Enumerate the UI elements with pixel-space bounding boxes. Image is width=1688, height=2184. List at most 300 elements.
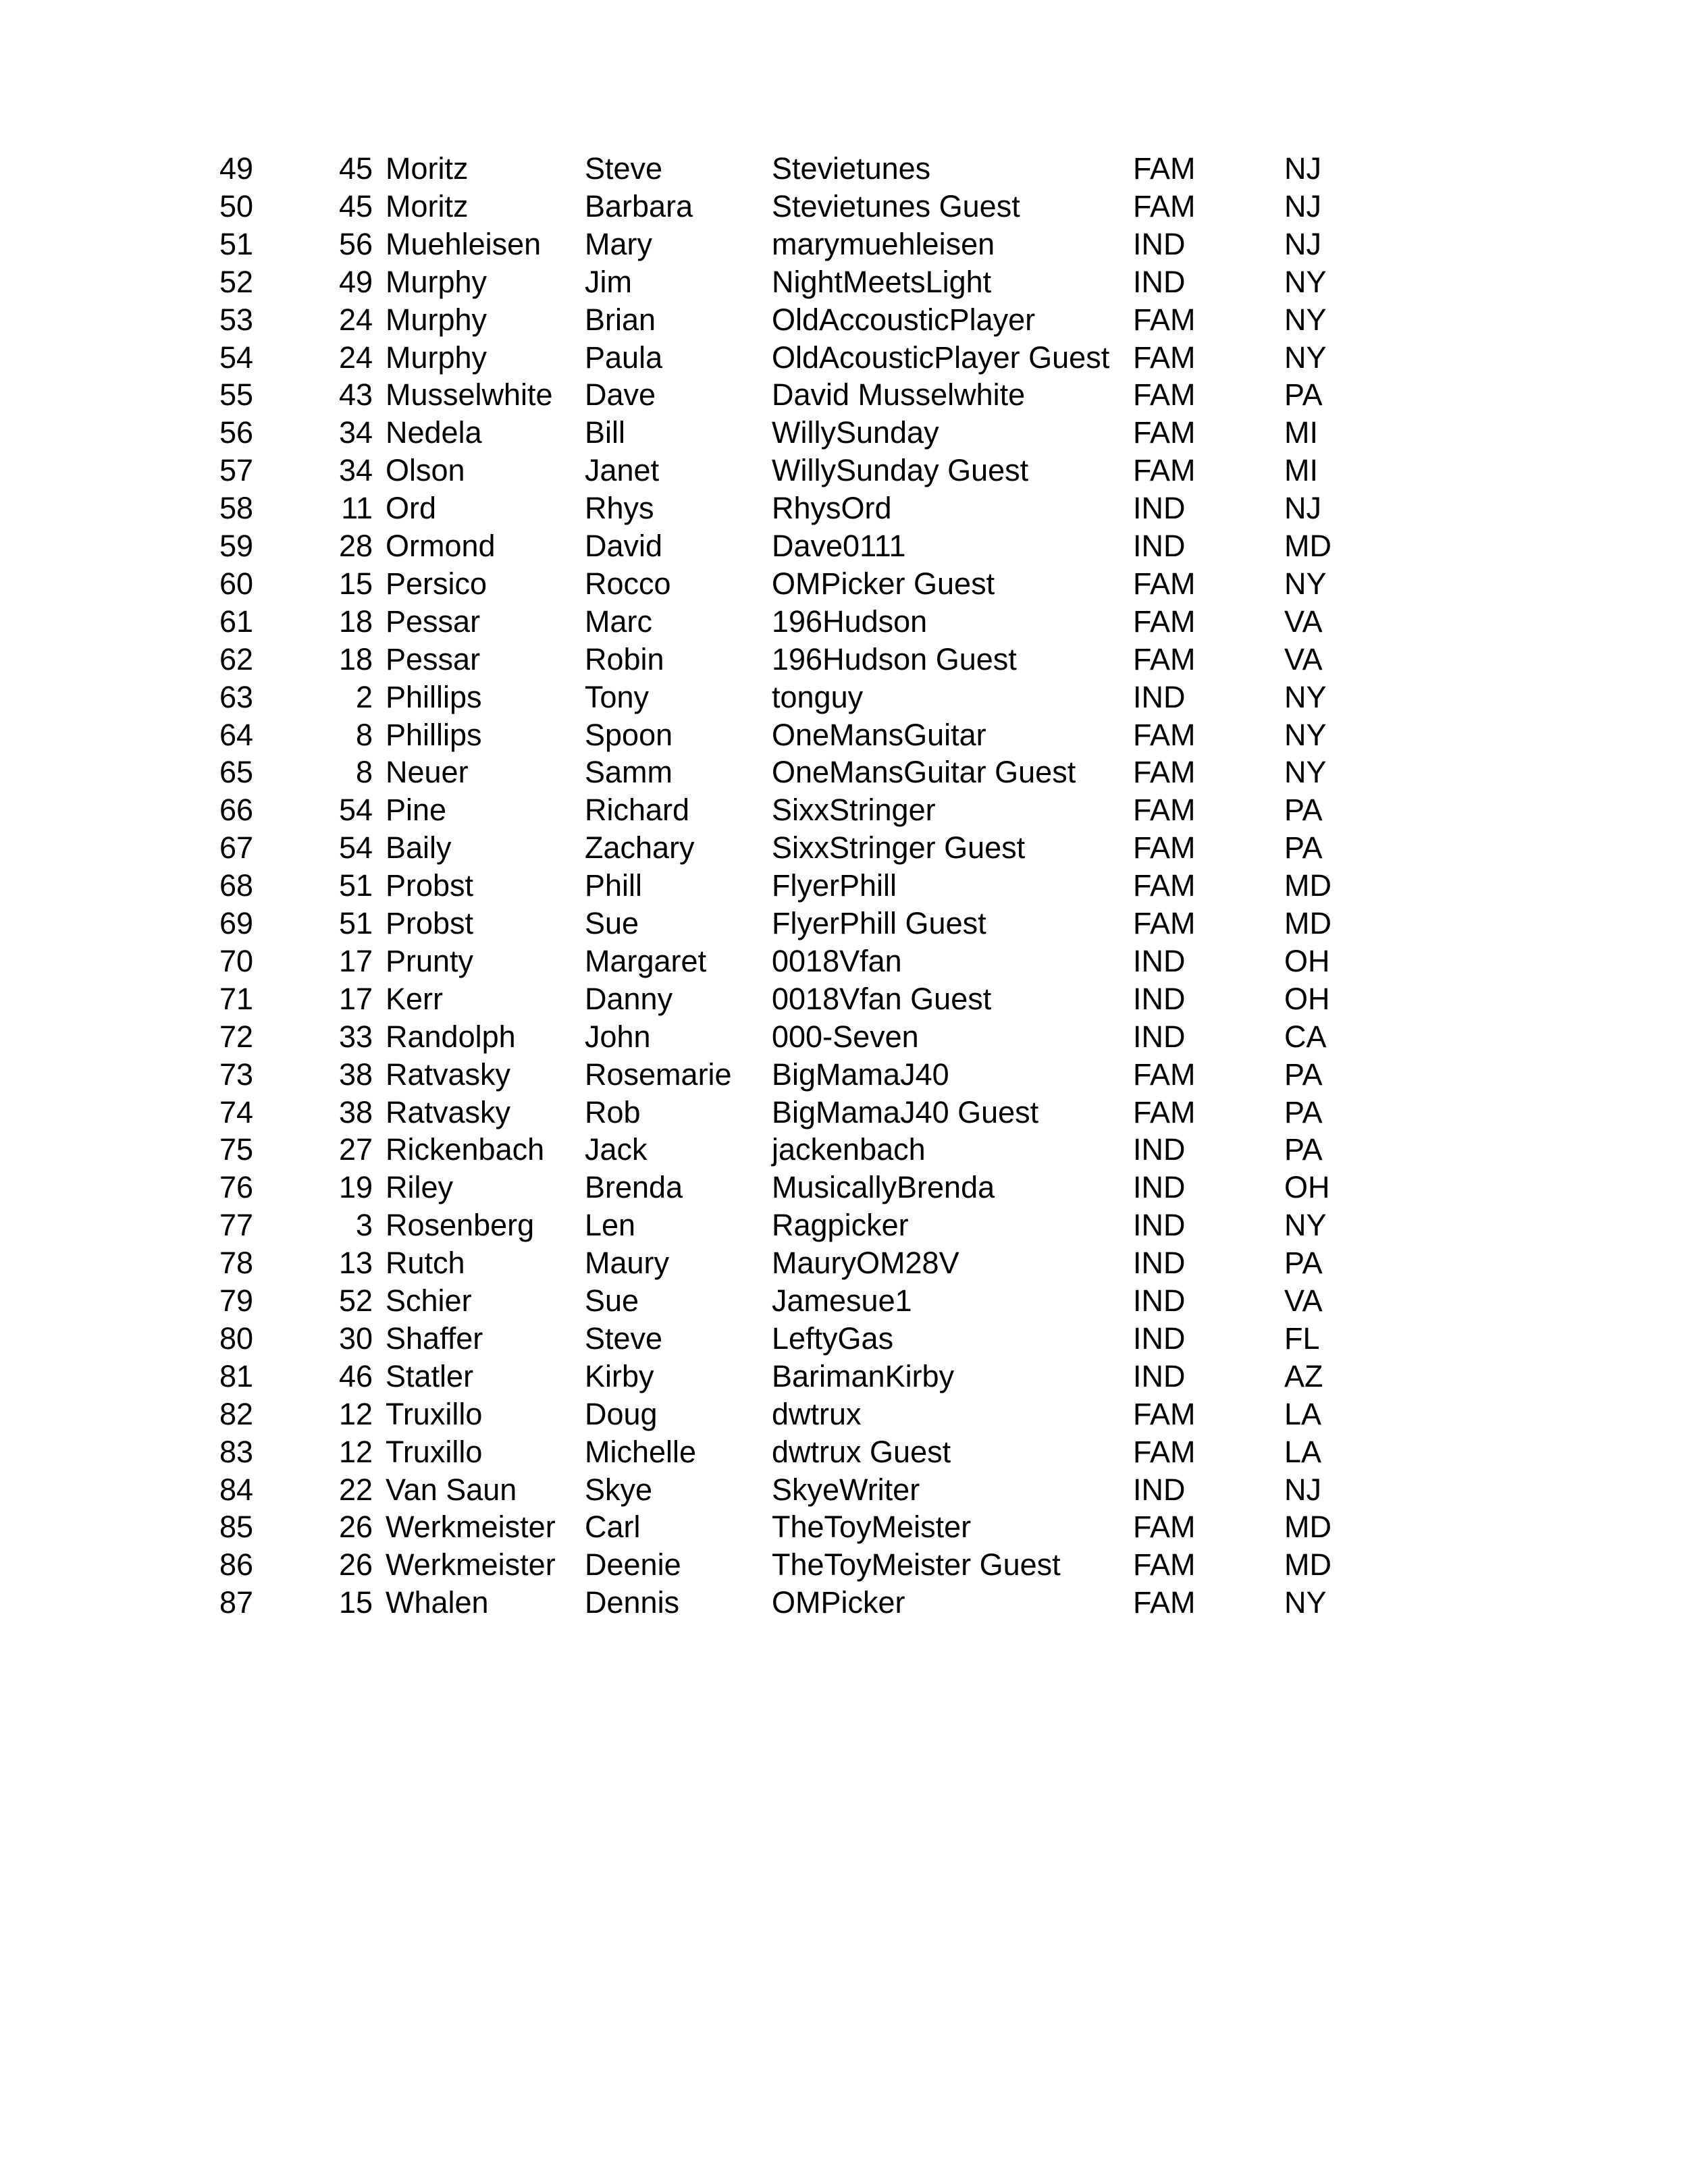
username-cell: BigMamaJ40: [772, 1057, 949, 1092]
membership-type-cell: IND: [1133, 1208, 1186, 1243]
table-row: [0, 791, 1688, 829]
last-name-cell: Kerr: [386, 981, 444, 1016]
membership-type-cell: IND: [1133, 943, 1186, 978]
table-row: [0, 1244, 1688, 1282]
state-cell: MD: [1284, 529, 1331, 563]
table-row: [0, 1094, 1688, 1131]
row-index-cell: 81: [219, 1358, 254, 1393]
table-row: [0, 489, 1688, 527]
row-index-cell: 85: [219, 1510, 254, 1545]
row-index-cell: 66: [219, 793, 254, 828]
row-index-cell: 54: [219, 340, 254, 375]
last-name-cell: Schier: [386, 1283, 472, 1318]
last-name-cell: Ratvasky: [386, 1094, 511, 1129]
first-name-cell: Robin: [585, 641, 664, 676]
membership-type-cell: FAM: [1133, 415, 1196, 450]
first-name-cell: Tony: [585, 679, 650, 714]
row-number-cell: 19: [338, 1170, 373, 1205]
row-index-cell: 56: [219, 415, 254, 450]
table-row: [0, 150, 1688, 188]
membership-type-cell: FAM: [1133, 188, 1196, 223]
table-row: [0, 1169, 1688, 1206]
row-index-cell: 49: [219, 151, 254, 186]
membership-type-cell: FAM: [1133, 1094, 1196, 1129]
row-number-cell: 34: [338, 415, 373, 450]
table-row: [0, 980, 1688, 1018]
username-cell: OMPicker Guest: [772, 566, 995, 601]
membership-type-cell: FAM: [1133, 566, 1196, 601]
row-index-cell: 52: [219, 264, 254, 299]
table-row: [0, 1320, 1688, 1358]
first-name-cell: Paula: [585, 340, 663, 375]
row-number-cell: 26: [338, 1510, 373, 1545]
membership-type-cell: IND: [1133, 1246, 1186, 1281]
row-number-cell: 43: [338, 377, 373, 412]
last-name-cell: Neuer: [386, 755, 469, 790]
row-number-cell: 24: [338, 340, 373, 375]
username-cell: OneMansGuitar: [772, 717, 986, 752]
last-name-cell: Ord: [386, 491, 437, 526]
state-cell: OH: [1284, 981, 1330, 1016]
membership-type-cell: IND: [1133, 1358, 1186, 1393]
last-name-cell: Whalen: [386, 1585, 489, 1620]
first-name-cell: Brenda: [585, 1170, 683, 1205]
table-row: [0, 452, 1688, 489]
first-name-cell: David: [585, 529, 663, 563]
row-number-cell: 34: [338, 453, 373, 488]
membership-type-cell: FAM: [1133, 151, 1196, 186]
state-cell: MI: [1284, 453, 1318, 488]
first-name-cell: Doug: [585, 1396, 658, 1431]
username-cell: 196Hudson: [772, 604, 928, 639]
username-cell: MauryOM28V: [772, 1246, 959, 1281]
username-cell: dwtrux: [772, 1396, 862, 1431]
username-cell: Stevietunes: [772, 151, 931, 186]
first-name-cell: Marc: [585, 604, 652, 639]
username-cell: marymuehleisen: [772, 226, 995, 261]
row-index-cell: 61: [219, 604, 254, 639]
membership-type-cell: FAM: [1133, 340, 1196, 375]
membership-type-cell: IND: [1133, 679, 1186, 714]
last-name-cell: Pessar: [386, 641, 481, 676]
first-name-cell: Zachary: [585, 830, 695, 865]
table-row: [0, 263, 1688, 301]
row-number-cell: 17: [338, 943, 373, 978]
last-name-cell: Muehleisen: [386, 226, 542, 261]
membership-type-cell: IND: [1133, 1170, 1186, 1205]
state-cell: MD: [1284, 868, 1331, 903]
last-name-cell: Pine: [386, 793, 447, 828]
row-index-cell: 78: [219, 1246, 254, 1281]
table-row: [0, 867, 1688, 905]
row-index-cell: 63: [219, 679, 254, 714]
membership-type-cell: IND: [1133, 264, 1186, 299]
username-cell: SixxStringer Guest: [772, 830, 1026, 865]
last-name-cell: Shaffer: [386, 1321, 483, 1356]
membership-type-cell: FAM: [1133, 302, 1196, 337]
table-row: [0, 753, 1688, 791]
row-number-cell: 27: [338, 1132, 373, 1167]
state-cell: NJ: [1284, 491, 1321, 526]
last-name-cell: Probst: [386, 906, 474, 940]
row-index-cell: 68: [219, 868, 254, 903]
row-number-cell: 54: [338, 830, 373, 865]
username-cell: David Musselwhite: [772, 377, 1026, 412]
row-number-cell: 51: [338, 868, 373, 903]
membership-type-cell: IND: [1133, 491, 1186, 526]
username-cell: RhysOrd: [772, 491, 892, 526]
row-index-cell: 87: [219, 1585, 254, 1620]
membership-type-cell: FAM: [1133, 868, 1196, 903]
last-name-cell: Pessar: [386, 604, 481, 639]
last-name-cell: Murphy: [386, 340, 487, 375]
state-cell: PA: [1284, 1132, 1323, 1167]
first-name-cell: Jack: [585, 1132, 648, 1167]
membership-type-cell: IND: [1133, 1321, 1186, 1356]
state-cell: NY: [1284, 302, 1327, 337]
first-name-cell: Sue: [585, 1283, 639, 1318]
membership-type-cell: FAM: [1133, 1396, 1196, 1431]
row-number-cell: 54: [338, 793, 373, 828]
first-name-cell: Skye: [585, 1472, 653, 1507]
table-row: [0, 188, 1688, 225]
first-name-cell: Maury: [585, 1246, 670, 1281]
row-index-cell: 50: [219, 188, 254, 223]
row-number-cell: 17: [338, 981, 373, 1016]
username-cell: FlyerPhill Guest: [772, 906, 986, 940]
table-row: [0, 1508, 1688, 1546]
first-name-cell: Len: [585, 1208, 636, 1243]
table-row: [0, 376, 1688, 414]
membership-type-cell: FAM: [1133, 1510, 1196, 1545]
last-name-cell: Riley: [386, 1170, 454, 1205]
table-row: [0, 1395, 1688, 1433]
first-name-cell: Mary: [585, 226, 652, 261]
membership-type-cell: FAM: [1133, 1547, 1196, 1582]
username-cell: OldAccousticPlayer: [772, 302, 1036, 337]
username-cell: WillySunday Guest: [772, 453, 1029, 488]
table-row: [0, 678, 1688, 716]
last-name-cell: Phillips: [386, 717, 482, 752]
row-number-cell: 46: [338, 1358, 373, 1393]
table-row: [0, 339, 1688, 377]
row-index-cell: 77: [219, 1208, 254, 1243]
membership-type-cell: IND: [1133, 1472, 1186, 1507]
row-index-cell: 64: [219, 717, 254, 752]
state-cell: PA: [1284, 793, 1323, 828]
state-cell: OH: [1284, 1170, 1330, 1205]
table-row: [0, 1131, 1688, 1169]
membership-type-cell: IND: [1133, 226, 1186, 261]
table-row: [0, 1282, 1688, 1320]
first-name-cell: Richard: [585, 793, 690, 828]
row-number-cell: 8: [355, 717, 373, 752]
last-name-cell: Statler: [386, 1358, 474, 1393]
row-index-cell: 53: [219, 302, 254, 337]
row-index-cell: 55: [219, 377, 254, 412]
username-cell: OldAcousticPlayer Guest: [772, 340, 1110, 375]
last-name-cell: Ormond: [386, 529, 496, 563]
first-name-cell: Margaret: [585, 943, 707, 978]
membership-type-cell: FAM: [1133, 717, 1196, 752]
row-number-cell: 13: [338, 1246, 373, 1281]
row-number-cell: 38: [338, 1057, 373, 1092]
first-name-cell: Steve: [585, 151, 663, 186]
state-cell: PA: [1284, 1094, 1323, 1129]
row-number-cell: 49: [338, 264, 373, 299]
table-row: [0, 414, 1688, 452]
membership-type-cell: FAM: [1133, 604, 1196, 639]
first-name-cell: Dave: [585, 377, 656, 412]
table-row: [0, 1584, 1688, 1622]
state-cell: AZ: [1284, 1358, 1323, 1393]
first-name-cell: Steve: [585, 1321, 663, 1356]
first-name-cell: Samm: [585, 755, 673, 790]
state-cell: PA: [1284, 377, 1323, 412]
row-number-cell: 26: [338, 1547, 373, 1582]
state-cell: LA: [1284, 1396, 1322, 1431]
table-row: [0, 225, 1688, 263]
last-name-cell: Nedela: [386, 415, 482, 450]
row-index-cell: 71: [219, 981, 254, 1016]
membership-type-cell: IND: [1133, 981, 1186, 1016]
state-cell: NJ: [1284, 151, 1321, 186]
row-index-cell: 65: [219, 755, 254, 790]
row-number-cell: 12: [338, 1434, 373, 1469]
row-number-cell: 18: [338, 604, 373, 639]
username-cell: tonguy: [772, 679, 864, 714]
first-name-cell: Barbara: [585, 188, 693, 223]
last-name-cell: Werkmeister: [386, 1547, 556, 1582]
state-cell: MI: [1284, 415, 1318, 450]
row-index-cell: 59: [219, 529, 254, 563]
last-name-cell: Prunty: [386, 943, 474, 978]
username-cell: MusicallyBrenda: [772, 1170, 995, 1205]
first-name-cell: Deenie: [585, 1547, 681, 1582]
row-index-cell: 58: [219, 491, 254, 526]
table-row: [0, 942, 1688, 980]
table-row: [0, 565, 1688, 603]
username-cell: SixxStringer: [772, 793, 936, 828]
first-name-cell: Jim: [585, 264, 632, 299]
state-cell: NY: [1284, 1585, 1327, 1620]
row-index-cell: 51: [219, 226, 254, 261]
table-row: [0, 641, 1688, 678]
membership-type-cell: FAM: [1133, 1585, 1196, 1620]
first-name-cell: Rhys: [585, 491, 654, 526]
state-cell: NJ: [1284, 1472, 1321, 1507]
row-index-cell: 72: [219, 1019, 254, 1054]
state-cell: NY: [1284, 679, 1327, 714]
membership-type-cell: FAM: [1133, 1434, 1196, 1469]
username-cell: jackenbach: [772, 1132, 926, 1167]
first-name-cell: Phill: [585, 868, 643, 903]
row-index-cell: 74: [219, 1094, 254, 1129]
state-cell: PA: [1284, 1057, 1323, 1092]
last-name-cell: Murphy: [386, 264, 487, 299]
row-number-cell: 3: [355, 1208, 373, 1243]
username-cell: FlyerPhill: [772, 868, 897, 903]
first-name-cell: Rob: [585, 1094, 641, 1129]
last-name-cell: Ratvasky: [386, 1057, 511, 1092]
state-cell: MD: [1284, 906, 1331, 940]
first-name-cell: John: [585, 1019, 651, 1054]
row-number-cell: 45: [338, 151, 373, 186]
username-cell: 196Hudson Guest: [772, 641, 1017, 676]
first-name-cell: Dennis: [585, 1585, 680, 1620]
username-cell: BarimanKirby: [772, 1358, 955, 1393]
table-row: [0, 603, 1688, 641]
row-index-cell: 83: [219, 1434, 254, 1469]
first-name-cell: Danny: [585, 981, 673, 1016]
membership-type-cell: FAM: [1133, 830, 1196, 865]
row-number-cell: 8: [355, 755, 373, 790]
row-number-cell: 38: [338, 1094, 373, 1129]
last-name-cell: Persico: [386, 566, 487, 601]
membership-type-cell: FAM: [1133, 906, 1196, 940]
first-name-cell: Rosemarie: [585, 1057, 732, 1092]
row-number-cell: 52: [338, 1283, 373, 1318]
last-name-cell: Randolph: [386, 1019, 516, 1054]
last-name-cell: Phillips: [386, 679, 482, 714]
username-cell: Stevietunes Guest: [772, 188, 1020, 223]
row-index-cell: 86: [219, 1547, 254, 1582]
state-cell: VA: [1284, 641, 1323, 676]
row-number-cell: 11: [341, 491, 373, 526]
membership-type-cell: FAM: [1133, 377, 1196, 412]
table-row: [0, 527, 1688, 565]
state-cell: NJ: [1284, 188, 1321, 223]
row-index-cell: 69: [219, 906, 254, 940]
row-index-cell: 82: [219, 1396, 254, 1431]
membership-type-cell: IND: [1133, 1283, 1186, 1318]
row-number-cell: 18: [338, 641, 373, 676]
membership-type-cell: IND: [1133, 1019, 1186, 1054]
row-number-cell: 45: [338, 188, 373, 223]
state-cell: NY: [1284, 566, 1327, 601]
first-name-cell: Michelle: [585, 1434, 697, 1469]
last-name-cell: Rosenberg: [386, 1208, 535, 1243]
username-cell: 0018Vfan Guest: [772, 981, 992, 1016]
username-cell: TheToyMeister: [772, 1510, 972, 1545]
username-cell: BigMamaJ40 Guest: [772, 1094, 1039, 1129]
state-cell: CA: [1284, 1019, 1327, 1054]
state-cell: VA: [1284, 1283, 1323, 1318]
username-cell: LeftyGas: [772, 1321, 894, 1356]
state-cell: NY: [1284, 755, 1327, 790]
row-number-cell: 2: [355, 679, 373, 714]
row-index-cell: 70: [219, 943, 254, 978]
table-row: [0, 1433, 1688, 1471]
row-index-cell: 60: [219, 566, 254, 601]
username-cell: 000-Seven: [772, 1019, 919, 1054]
state-cell: NY: [1284, 264, 1327, 299]
username-cell: WillySunday: [772, 415, 939, 450]
row-number-cell: 22: [338, 1472, 373, 1507]
membership-type-cell: FAM: [1133, 1057, 1196, 1092]
username-cell: Dave0111: [772, 529, 906, 563]
state-cell: MD: [1284, 1510, 1331, 1545]
state-cell: PA: [1284, 1246, 1323, 1281]
last-name-cell: Musselwhite: [386, 377, 553, 412]
state-cell: MD: [1284, 1547, 1331, 1582]
table-row: [0, 1471, 1688, 1509]
first-name-cell: Rocco: [585, 566, 671, 601]
row-number-cell: 28: [338, 529, 373, 563]
row-number-cell: 12: [338, 1396, 373, 1431]
first-name-cell: Janet: [585, 453, 660, 488]
row-index-cell: 80: [219, 1321, 254, 1356]
first-name-cell: Spoon: [585, 717, 673, 752]
last-name-cell: Rutch: [386, 1246, 465, 1281]
last-name-cell: Olson: [386, 453, 465, 488]
membership-type-cell: IND: [1133, 1132, 1186, 1167]
last-name-cell: Moritz: [386, 151, 469, 186]
state-cell: NY: [1284, 717, 1327, 752]
username-cell: OMPicker: [772, 1585, 905, 1620]
row-index-cell: 84: [219, 1472, 254, 1507]
membership-type-cell: FAM: [1133, 755, 1196, 790]
username-cell: 0018Vfan: [772, 943, 902, 978]
membership-type-cell: FAM: [1133, 641, 1196, 676]
last-name-cell: Van Saun: [386, 1472, 517, 1507]
table-row: [0, 1546, 1688, 1584]
row-index-cell: 62: [219, 641, 254, 676]
table-row: [0, 1056, 1688, 1094]
first-name-cell: Bill: [585, 415, 626, 450]
row-number-cell: 56: [338, 226, 373, 261]
table-row: [0, 1358, 1688, 1395]
last-name-cell: Probst: [386, 868, 474, 903]
last-name-cell: Murphy: [386, 302, 487, 337]
table-row: [0, 1206, 1688, 1244]
first-name-cell: Carl: [585, 1510, 641, 1545]
row-index-cell: 79: [219, 1283, 254, 1318]
row-number-cell: 51: [338, 906, 373, 940]
row-number-cell: 24: [338, 302, 373, 337]
state-cell: NY: [1284, 340, 1327, 375]
row-index-cell: 73: [219, 1057, 254, 1092]
last-name-cell: Rickenbach: [386, 1132, 545, 1167]
row-index-cell: 76: [219, 1170, 254, 1205]
row-number-cell: 15: [338, 566, 373, 601]
username-cell: TheToyMeister Guest: [772, 1547, 1061, 1582]
first-name-cell: Kirby: [585, 1358, 654, 1393]
username-cell: SkyeWriter: [772, 1472, 920, 1507]
membership-type-cell: IND: [1133, 529, 1186, 563]
state-cell: PA: [1284, 830, 1323, 865]
username-cell: Jamesue1: [772, 1283, 912, 1318]
first-name-cell: Brian: [585, 302, 656, 337]
username-cell: OneMansGuitar Guest: [772, 755, 1076, 790]
state-cell: NY: [1284, 1208, 1327, 1243]
username-cell: NightMeetsLight: [772, 264, 992, 299]
row-index-cell: 57: [219, 453, 254, 488]
last-name-cell: Truxillo: [386, 1396, 483, 1431]
state-cell: OH: [1284, 943, 1330, 978]
row-number-cell: 30: [338, 1321, 373, 1356]
row-index-cell: 75: [219, 1132, 254, 1167]
table-row: [0, 905, 1688, 942]
table-row: [0, 829, 1688, 867]
table-row: [0, 1018, 1688, 1056]
membership-type-cell: FAM: [1133, 793, 1196, 828]
last-name-cell: Werkmeister: [386, 1510, 556, 1545]
state-cell: FL: [1284, 1321, 1320, 1356]
last-name-cell: Truxillo: [386, 1434, 483, 1469]
membership-type-cell: FAM: [1133, 453, 1196, 488]
last-name-cell: Moritz: [386, 188, 469, 223]
